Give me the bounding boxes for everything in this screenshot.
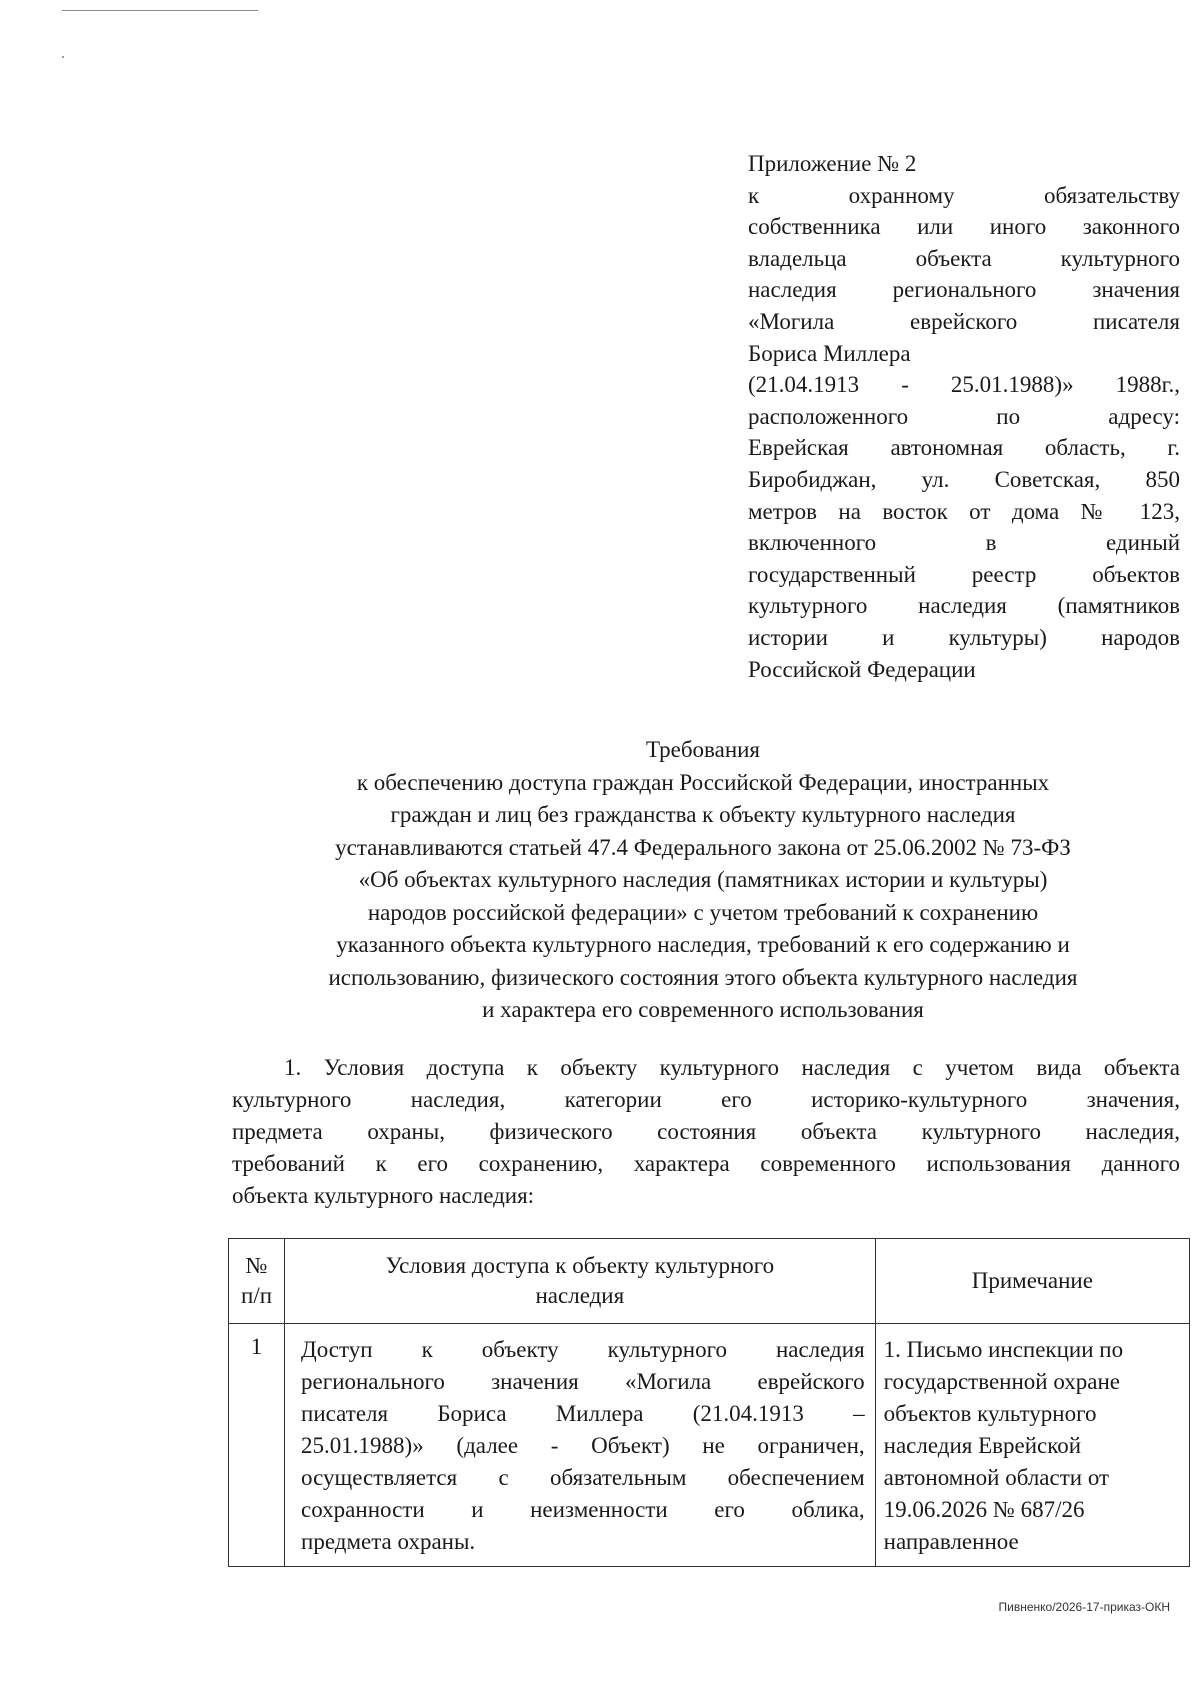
appendix-line: Биробиджан, ул. Советская, 850 [748, 466, 1180, 492]
appendix-line: государственный реестр объектов [748, 561, 1180, 587]
appendix-title: Приложение № 2 [748, 151, 917, 176]
heading-line: «Об объектах культурного наследия (памятниках истории и культуры) [358, 867, 1048, 892]
heading-line: и характера его современного использования [482, 997, 924, 1022]
row-conditions [285, 1324, 876, 1567]
appendix-line: Еврейская автономная область, г. [748, 435, 1180, 461]
paragraph-line: культурного наследия, категории его историко-культурного значения, [232, 1087, 1180, 1112]
scan-speck [62, 56, 64, 58]
appendix-block [748, 148, 1180, 685]
paragraph-line: объекта культурного наследия: [232, 1183, 535, 1208]
conditions-line: Доступ к объекту культурного наследия [301, 1337, 865, 1362]
appendix-line: Российской Федерации [748, 656, 976, 682]
heading-line: народов российской федерации» с учетом требований к сохранению [367, 899, 1039, 925]
note-line: 1. Письмо инспекции по [883, 1337, 1124, 1362]
note-line: 19.06.2026 № 687/26 [883, 1497, 1085, 1522]
header-note: Примечание [875, 1239, 1189, 1324]
appendix-line: «Могила еврейского писателя [748, 308, 1180, 334]
note-line: государственной охране [883, 1369, 1120, 1394]
conditions-line: писателя Бориса Миллера (21.04.1913 – [301, 1401, 865, 1426]
row-num: 1 [229, 1324, 285, 1567]
header-conditions-line: наследия [535, 1283, 625, 1308]
appendix-line: владельца объекта культурного [748, 245, 1180, 271]
appendix-line: расположенного по адресу: [748, 403, 1180, 429]
appendix-line: культурного наследия (памятников [748, 593, 1180, 619]
header-num-line: п/п [241, 1283, 273, 1308]
note-line: направленное [883, 1529, 1019, 1554]
conditions-line: предмета охраны. [301, 1529, 476, 1554]
table-row [229, 1324, 1190, 1567]
note-line: объектов культурного [883, 1401, 1097, 1426]
appendix-line: истории и культуры) народов [748, 624, 1180, 650]
paragraph-line: 1. Условия доступа к объекту культурного наследия с учетом вида объекта [284, 1055, 1180, 1080]
header-num [229, 1239, 285, 1324]
conditions-line: сохранности и неизменности его облика, [301, 1497, 865, 1522]
heading-line: к обеспечению доступа граждан Российской Федерации, иностранных [356, 769, 1050, 795]
row-note [875, 1324, 1189, 1567]
conditions-line: 25.01.1988)» (далее - Объект) не ограничен, [301, 1433, 865, 1458]
heading-line: граждан и лиц без гражданства к объекту культурного наследия [390, 802, 1016, 827]
appendix-line: собственника или иного законного [748, 214, 1180, 240]
heading-line: использованию, физического состояния этого объекта культурного наследия [328, 964, 1078, 990]
table-header-row [229, 1239, 1190, 1324]
access-conditions-paragraph [232, 1052, 1180, 1212]
appendix-line: метров на восток от дома № 123, [748, 498, 1180, 524]
header-num-line: № [245, 1253, 268, 1278]
paragraph-line: требований к его сохранению, характера современного использования данного [232, 1151, 1180, 1176]
appendix-line: включенного в единый [748, 530, 1180, 556]
conditions-line: осуществляется с обязательным обеспечением [301, 1465, 865, 1490]
conditions-line: регионального значения «Могила еврейского [301, 1369, 865, 1394]
header-conditions-line: Условия доступа к объекту культурного [385, 1253, 775, 1278]
appendix-line: к охранному обязательству [748, 182, 1180, 208]
footer-document-code: Пивненко/2026-17-приказ-ОКН [998, 1600, 1170, 1614]
top-rule [62, 10, 258, 11]
appendix-line: наследия регионального значения [748, 277, 1180, 303]
access-conditions-table [228, 1238, 1190, 1567]
note-line: автономной области от [883, 1465, 1110, 1490]
appendix-line: (21.04.1913 - 25.01.1988)» 1988г., [748, 372, 1180, 398]
paragraph-line: предмета охраны, физического состояния объекта культурного наследия, [232, 1119, 1180, 1144]
header-conditions [285, 1239, 876, 1324]
heading-line: устанавливаются статьей 47.4 Федерального закона от 25.06.2002 № 73-ФЗ [335, 834, 1071, 860]
requirements-heading [218, 734, 1188, 1027]
note-line: наследия Еврейской [883, 1433, 1082, 1458]
appendix-line: Бориса Миллера [748, 340, 911, 366]
heading-title: Требования [645, 737, 761, 762]
heading-line: указанного объекта культурного наследия, требований к его содержанию и [336, 932, 1070, 957]
